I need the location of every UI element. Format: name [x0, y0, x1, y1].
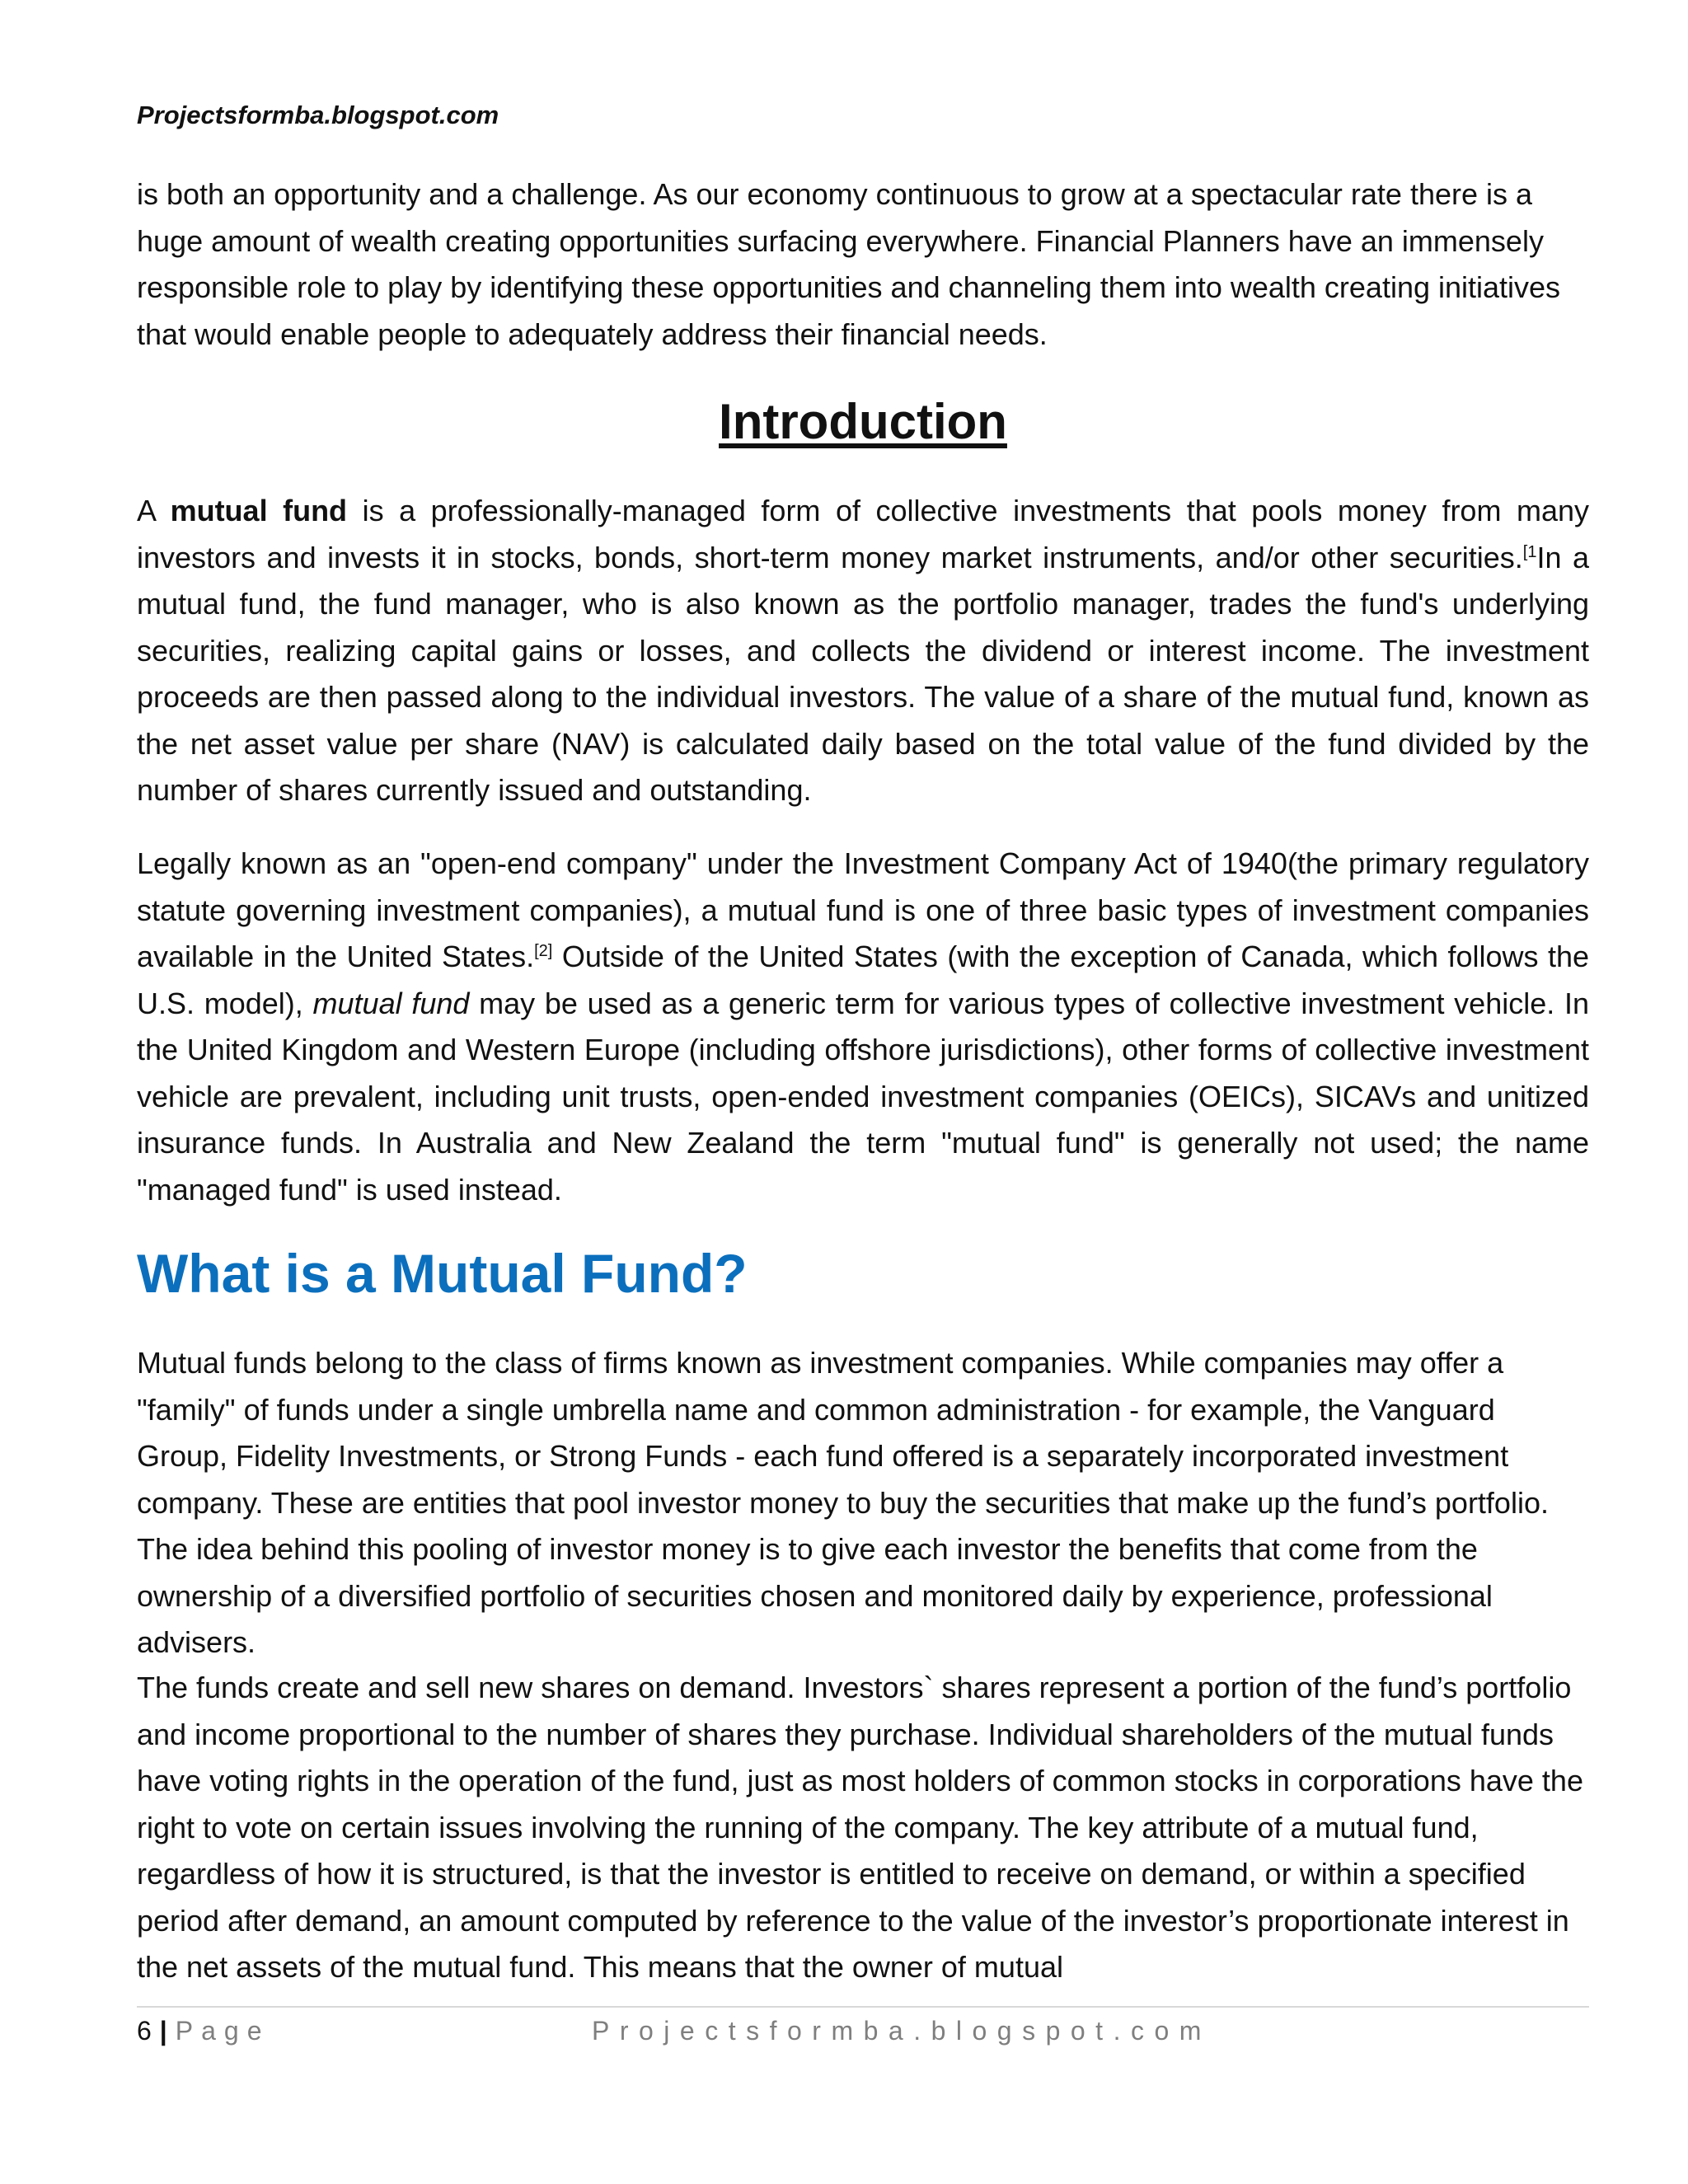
mutual-fund-term: mutual fund	[170, 494, 348, 527]
what-is-paragraph-2: The funds create and sell new shares on demand. Investors` shares represent a portion of the fund’s portfolio and income proportional to the number of shares they purchase. Individual shareholders of the mutual funds have voting rights in the operation of the fund, just as most holders of common stocks in corporations have the right to vote on certain issues involving the running of the company. The key attribute of a mutual fund, regardless of how it is structured, is that the investor is entitled to receive on demand, or within a specified period after demand, an amount computed by reference to the value of the investor’s proportionate interest in the net assets of the mutual fund. This means that the owner of mutual	[137, 1671, 1583, 1984]
what-is-mutual-fund-heading: What is a Mutual Fund?	[137, 1243, 748, 1304]
introduction-paragraph-1	[137, 488, 1589, 814]
text-span: In a mutual fund, the fund manager, who is also known as the portfolio manager, trades the fund's underlying securities, realizing capital gains or losses, and collects the dividend or interest income. The investment proceeds are then passed along to the individual investors. The value of a share of the mutual fund, known as the net asset value per share (NAV) is calculated daily based on the total value of the fund divided by the number of shares currently issued and outstanding.	[137, 540, 1590, 807]
reference-2[interactable]: [2]	[534, 942, 553, 960]
intro-paragraph: is both an opportunity and a challenge. As our economy continuous to grow at a spectacular rate there is a huge amount of wealth creating opportunities surfacing everywhere. Financial Planners have an immensely responsible role to play by identifying these opportunities and channeling them into wealth creating initiatives that would enable people to adequately address their financial needs.	[137, 177, 1561, 351]
footer-separator: |	[159, 2016, 167, 2046]
page-label: Page	[175, 2016, 270, 2046]
reference-1[interactable]: [1	[1522, 542, 1537, 561]
text-span: A	[137, 494, 171, 527]
text-span: is a professionally-managed form of collective investments that pools money from many investors and invests it in stocks, bonds, short-term money market instruments, and/or other securities.	[137, 494, 1589, 574]
page-header: Projectsformba.blogspot.com	[137, 101, 499, 129]
footer-divider	[137, 2006, 1589, 2008]
text-span: Outside of the United States (with the exception of Canada, which follows the U.S. model),	[137, 940, 1589, 1020]
mutual-fund-italic: mutual fund	[312, 986, 470, 1020]
page-number: 6	[137, 2016, 152, 2046]
page-footer	[137, 2013, 1589, 2049]
introduction-heading: Introduction	[719, 394, 1007, 449]
text-span: may be used as a generic term for various types of collective investment vehicle. In the United Kingdom and Western Europe (including offshore jurisdictions), other forms of collective investment vehicle are prevalent, including unit trusts, open-ended investment companies (OEICs), SICAVs and unitized insurance funds. In Australia and New Zealand the term "mutual fund" is generally not used; the name "managed fund" is used instead.	[137, 986, 1589, 1207]
what-is-paragraph-1: Mutual funds belong to the class of firms known as investment companies. While companies may offer a "family" of funds under a single umbrella name and common administration - for example, the Vanguard Group, Fidelity Investments, or Strong Funds - each fund offered is a separately incorporated investment company. These are entities that pool investor money to buy the securities that make up the fund’s portfolio. The idea behind this pooling of investor money is to give each investor the benefits that come from the ownership of a diversified portfolio of securities chosen and monitored daily by experience, professional advisers.	[137, 1346, 1549, 1659]
introduction-paragraph-2	[137, 841, 1589, 1213]
footer-site: Projectsformba.blogspot.com	[592, 2016, 1212, 2046]
text-span: Legally known as an "open-end company" under the Investment Company Act of 1940(the primary regulatory statute governing investment companies), a mutual fund is one of three basic types of investment companies available in the United States.	[137, 846, 1589, 973]
